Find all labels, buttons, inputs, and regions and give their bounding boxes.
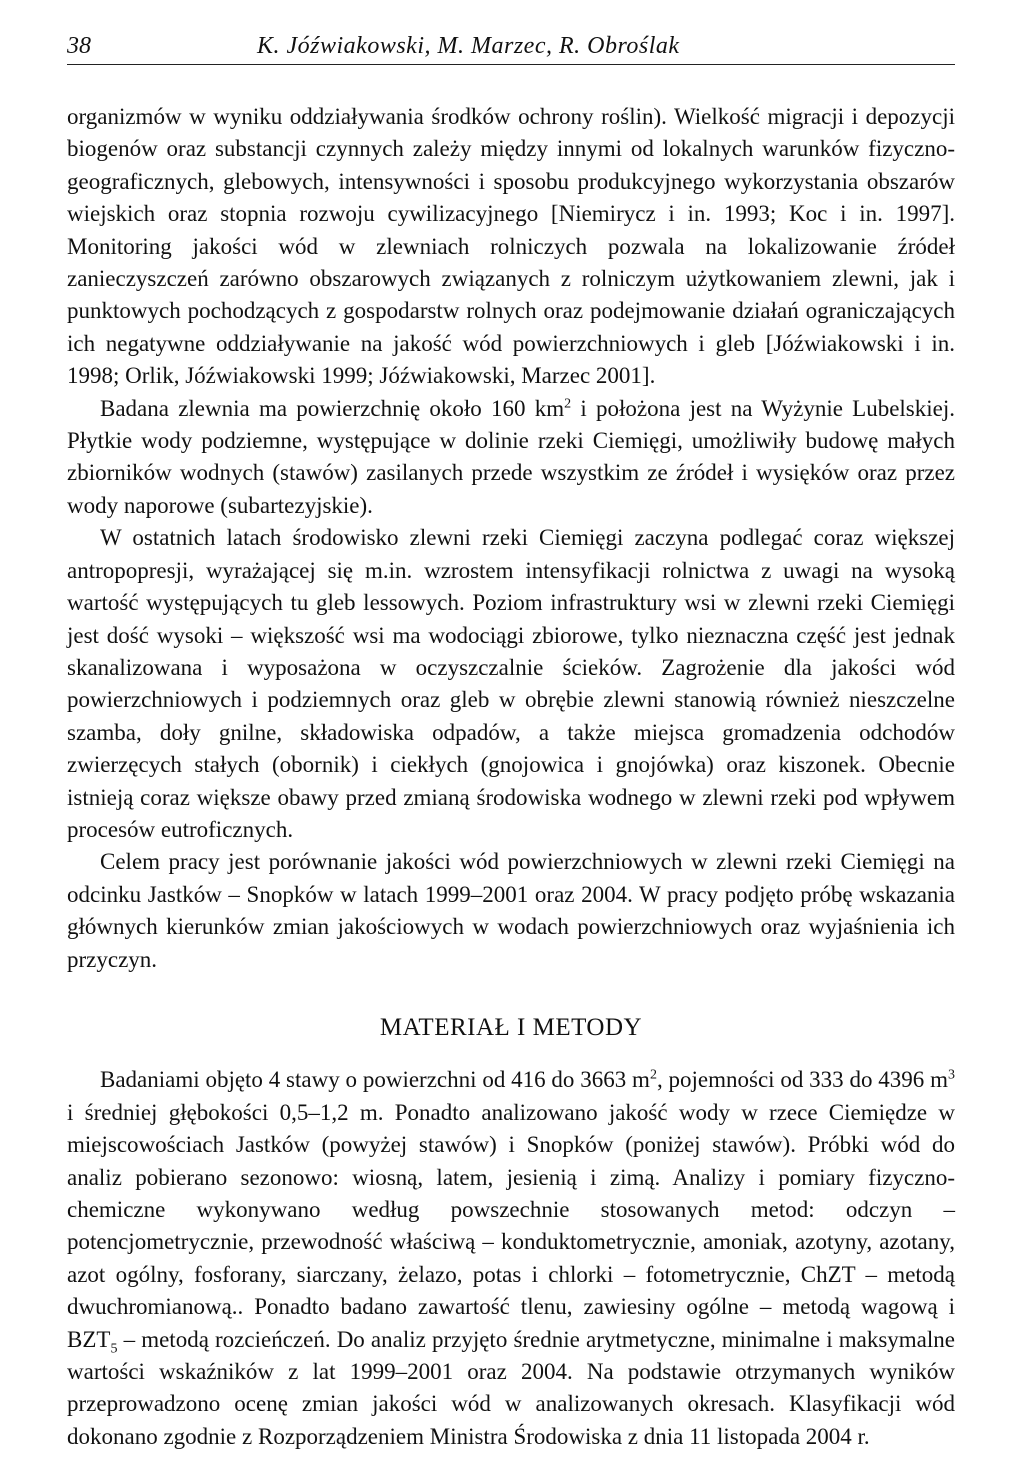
text-run: i położona jest na Wyżynie Lubelskiej. Płytkie wody podziemne, występujące w dolinie rzeki Ciemięgi, umożliwiły budowę małych zbiorników wodnych (stawów) zasilanych przede wszystkim ze źródeł i wysięków oraz przez wody naporowe (subartezyjskie). [67,395,955,518]
running-header [67,28,955,65]
text-run: Badaniami objęto 4 stawy o powierzchni od 416 do 3663 m [100,1067,650,1093]
text-run: Badana zlewnia ma powierzchnię około 160 km [100,395,565,421]
subscript: 5 [110,1341,118,1357]
text-run: i średniej głębokości 0,5–1,2 m. Ponadto analizowano jakość wody w rzece Ciemiędze w miejscowościach Jastków (powyżej stawów) i Snopków (poniżej stawów). Próbki wód do analiz pobierano sezonowo: wiosną, latem, jesienią i zimą. Analizy i pomiary fizyczno-chemiczne wykonywano według powszechnie stosowanych metod: odczyn – potencjometrycznie, przewodność właściwą – konduktometrycznie, amoniak, azotyny, azotany, azot ogólny, fosforany, siarczany, żelazo, potas i chlorki – fotometrycznie, ChZT – metodą dwuchromianową.. Ponadto badano zawartość tlenu, zawiesiny ogólne – metodą wagową i BZT [67,1099,955,1352]
paragraph-intro-3: W ostatnich latach środowisko zlewni rzeki Ciemięgi zaczyna podlegać coraz większej antropopresji, wyrażającej się m.in. wzrostem intensyfikacji rolnictwa z uwagi na wysoką wartość występujących tu gleb lessowych. Poziom infrastruktury wsi w zlewni rzeki Ciemięgi jest dość wysoki – większość wsi ma wodociągi zbiorowe, tylko nieznaczna część jest jednak skanalizowana i wyposażona w oczyszczalnie ścieków. Zagrożenie dla jakości wód powierzchniowych i podziemnych oraz gleb w obrębie zlewni stanowią również nieszczelne szamba, doły gnilne, składowiska odpadów, a także miejsca gromadzenia odchodów zwierzęcych stałych (obornik) i ciekłych (gnojowica i gnojówka) oraz kiszonek. Obecnie istnieją coraz większe obawy przed zmianą środowiska wodnego w zlewni rzeki pod wpływem procesów eutroficznych. [67,525,955,842]
superscript: 3 [948,1067,955,1083]
text-run: , pojemności od 333 do 4396 m [656,1067,948,1093]
body-text [67,101,955,1453]
running-authors: K. Jóźwiakowski, M. Marzec, R. Obroślak [257,33,680,59]
superscript: 2 [649,1067,657,1083]
page-number: 38 [67,33,91,59]
paragraph-intro-1: organizmów w wyniku oddziaływania środków ochrony roślin). Wielkość migracji i depozycji biogenów oraz substancji czynnych zależy między innymi od lokalnych warunków fizyczno-geograficznych, glebowych, intensywności i sposobu produkcyjnego wykorzystania obszarów wiejskich oraz stopnia rozwoju cywilizacyjnego [Niemirycz i in. 1993; Koc i in. 1997]. Monitoring jakości wód w zlewniach rolniczych pozwala na lokalizowanie źródeł zanieczyszczeń zarówno obszarowych związanych z rolniczym użytkowaniem zlewni, jak i punktowych pochodzących z gospodarstw rolnych oraz podejmowanie działań ograniczających ich negatywne oddziaływanie na jakość wód powierzchniowych i gleb [Jóźwiakowski i in. 1998; Orlik, Jóźwiakowski 1999; Jóźwiakowski, Marzec 2001]. [67,104,955,389]
superscript: 2 [564,396,572,411]
paragraph-intro-4: Celem pracy jest porównanie jakości wód powierzchniowych w zlewni rzeki Ciemięgi na odcinku Jastków – Snopków w latach 1999–2001 oraz 2004. W pracy podjęto próbę wskazania głównych kierunków zmian jakościowych w wodach powierzchniowych oraz wyjaśnienia ich przyczyn. [67,849,955,972]
section-heading: MATERIAŁ I METODY [379,1013,643,1041]
paragraph-methods-1 [67,1064,955,1453]
text-run: – metodą rozcieńczeń. Do analiz przyjęto średnie arytmetyczne, minimalne i maksymalne wartości wskaźników z lat 1999–2001 oraz 2004. Na podstawie otrzymanych wyników przeprowadzono ocenę zmian jakości wód w analizowanych okresach. Klasyfikacji wód dokonano zgodnie z Rozporządzeniem Ministra Środowiska z dnia 11 listopada 2004 r. [67,1326,955,1449]
paragraph-intro-2 [67,393,955,523]
document-page [67,28,955,1453]
